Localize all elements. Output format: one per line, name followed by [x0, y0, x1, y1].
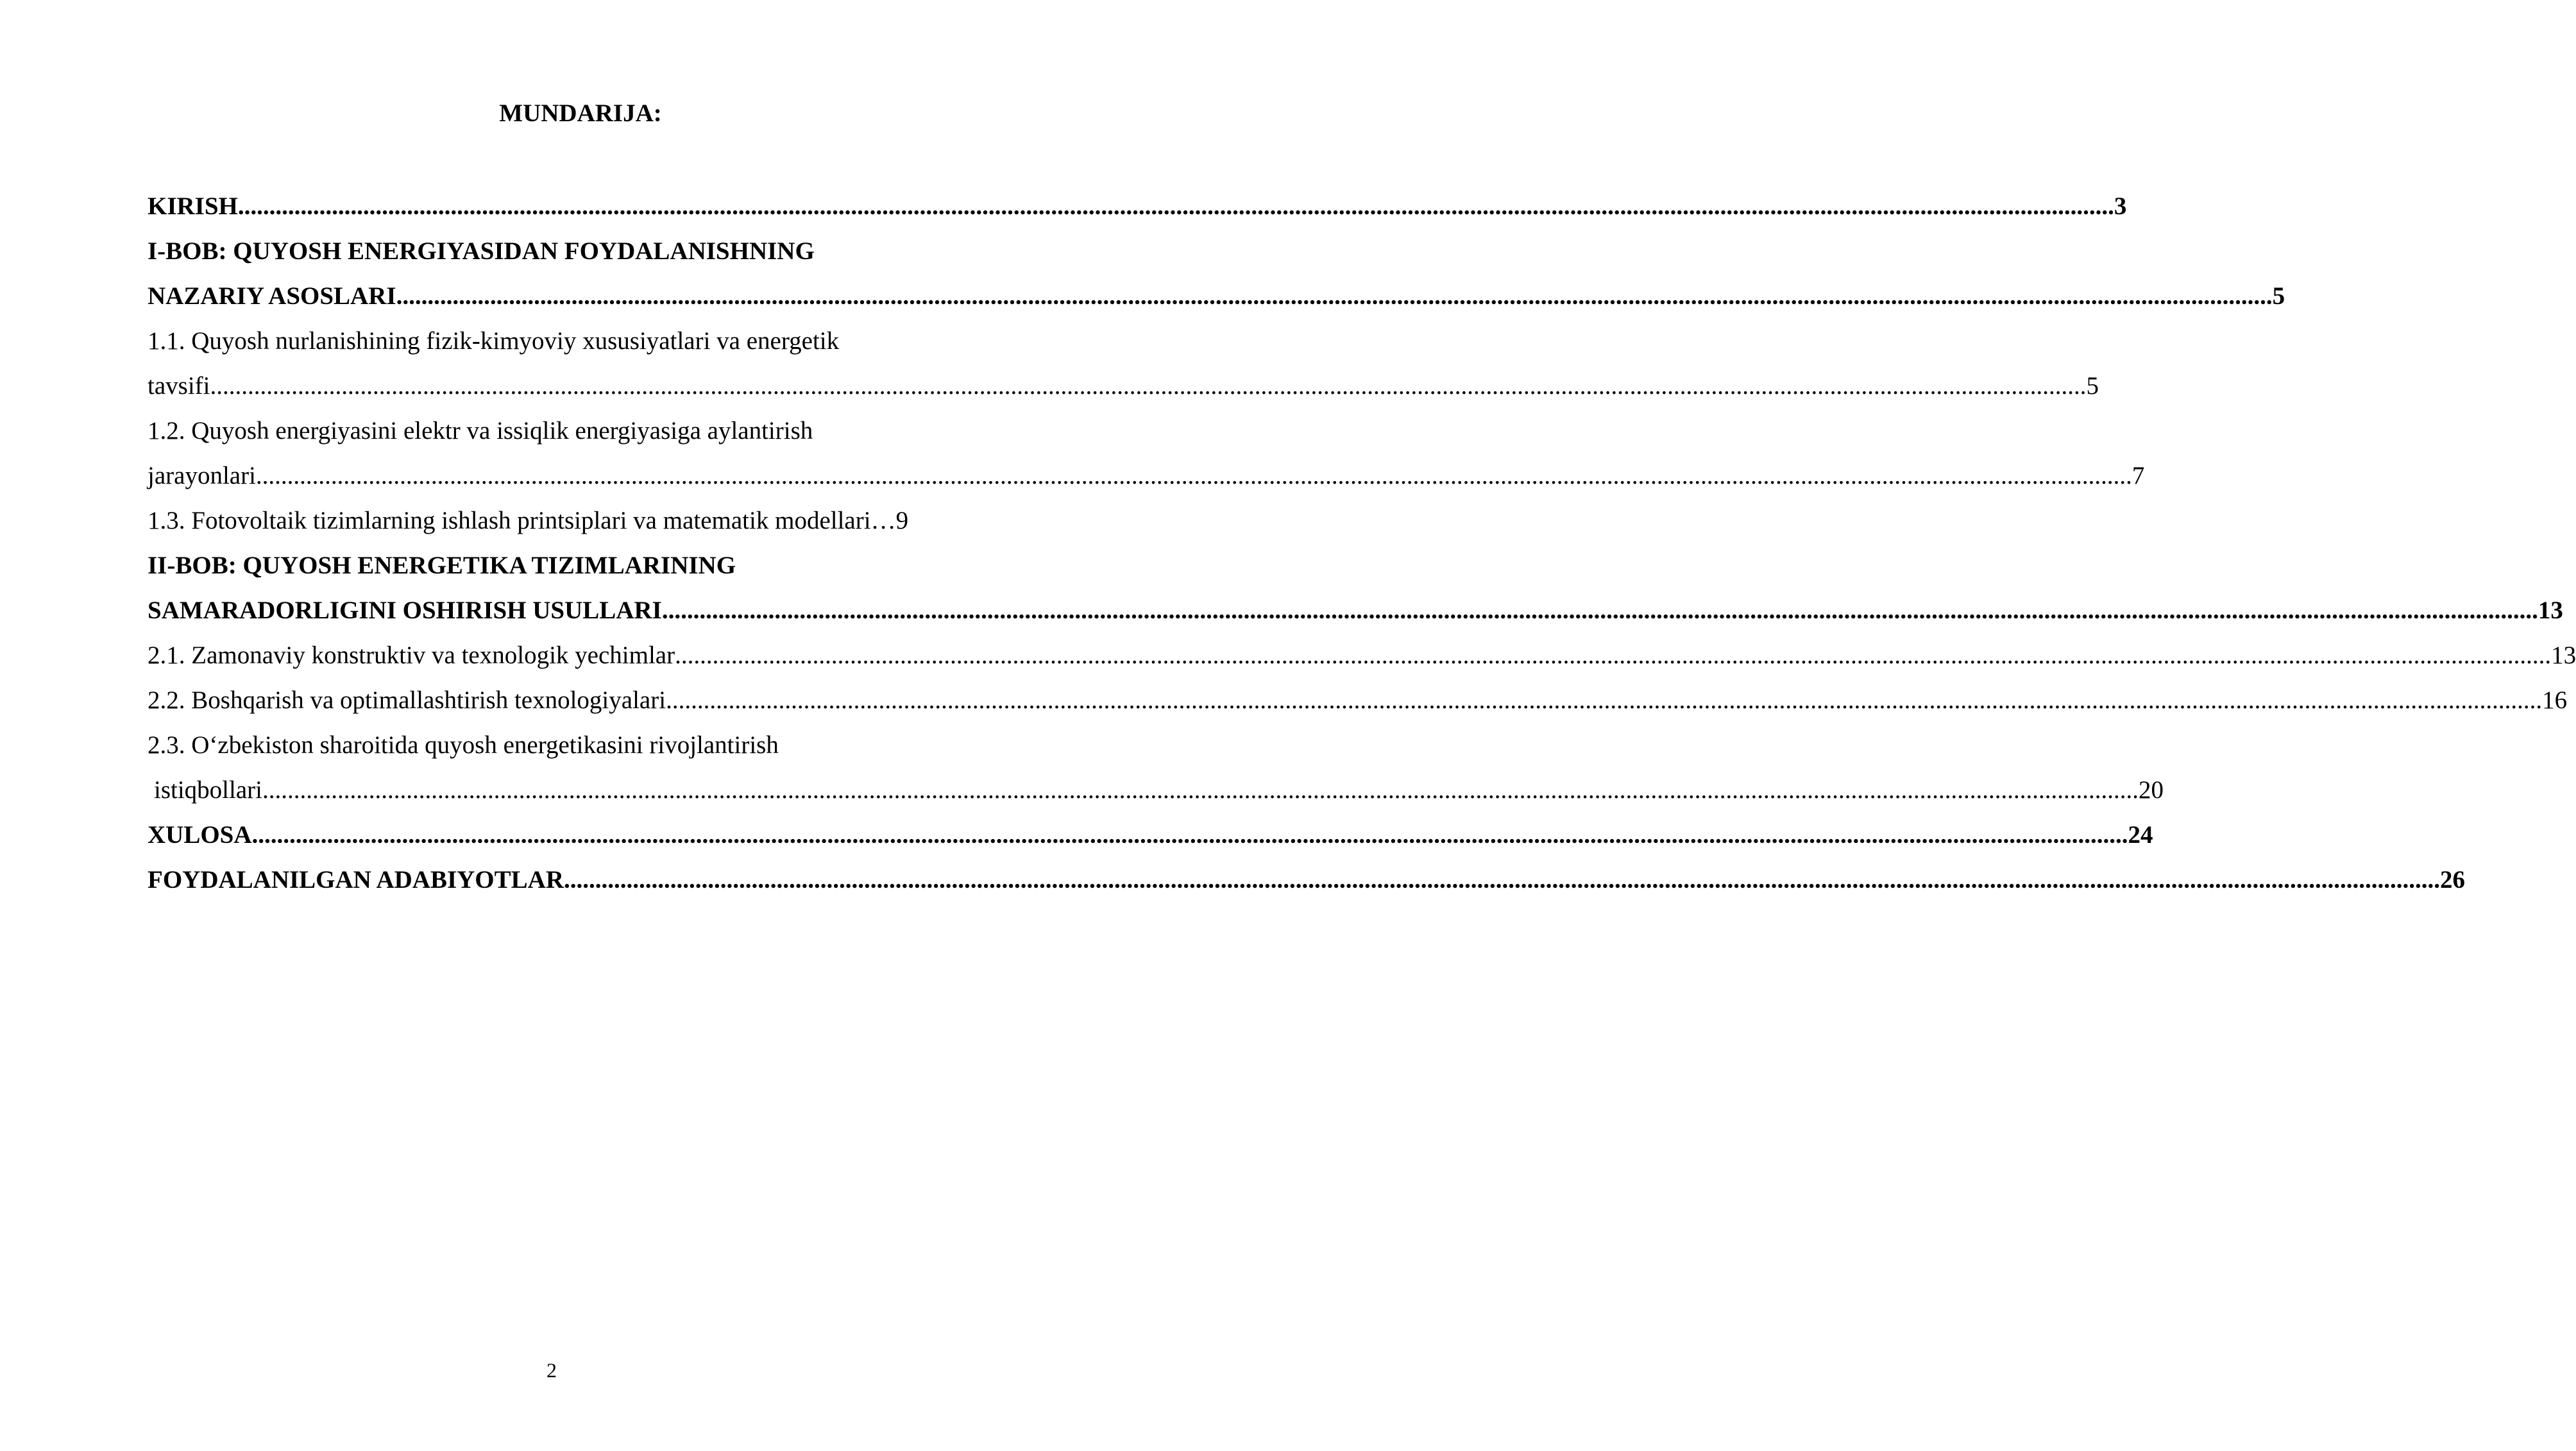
- toc-entry-title: XULOSA: [148, 820, 252, 849]
- toc-entry: [148, 273, 2285, 318]
- toc-entry-title: istiqbollari: [154, 776, 262, 804]
- toc-entry-title: 1.3. Fotovoltaik tizimlarning ishlash printsiplari va matematik modellari: [148, 506, 871, 534]
- dot-leader: ............................................................................................................................................................................................................................................................................................................: [563, 865, 2440, 894]
- page-title: MUNDARIJA:: [499, 99, 662, 127]
- toc-entry-title: 2.2. Boshqarish va optimallashtirish texnologiyalari: [148, 686, 666, 714]
- toc-entry-title: tavsifi: [148, 371, 210, 400]
- toc-entry-title: 2.1. Zamonaviy konstruktiv va texnologik yechimlar: [148, 641, 675, 669]
- page-number: 2: [547, 1359, 557, 1382]
- dot-leader: ............................................................................................................................................................................................................................................................................................................: [255, 461, 2132, 489]
- toc-entry: [148, 453, 2145, 498]
- toc-entry: [148, 632, 2576, 677]
- toc-entry: [148, 722, 949, 767]
- toc-entry-page: 5: [2086, 371, 2099, 400]
- toc-entry-page: 9: [895, 506, 909, 534]
- dot-leader: ............................................................................................................................................................................................................................................................................................................: [396, 282, 2273, 310]
- toc-entry-title: 1.2. Quyosh energiyasini elektr va issiqlik energiyasiga aylantirish: [148, 416, 813, 445]
- toc-entry-title: SAMARADORLIGINI OSHIRISH USULLARI: [148, 596, 662, 624]
- toc-entry-page: 7: [2131, 461, 2145, 489]
- toc-entry: [148, 318, 949, 363]
- dot-leader: ............................................................................................................................................................................................................................................................................................................: [666, 686, 2543, 714]
- toc-entry: [148, 812, 2153, 857]
- toc-entry-title: KIRISH: [148, 192, 238, 220]
- dot-leader: ............................................................................................................................................................................................................................................................................................................: [661, 596, 2538, 624]
- dot-leader: ............................................................................................................................................................................................................................................................................................................: [210, 371, 2087, 400]
- table-of-contents: [148, 183, 2576, 902]
- toc-entry-page: 26: [2439, 865, 2465, 894]
- toc-entry: [148, 363, 2099, 408]
- dot-leader: ............................................................................................................................................................................................................................................................................................................: [237, 192, 2114, 220]
- dot-leader: ............................................................................................................................................................................................................................................................................................................: [251, 820, 2128, 849]
- toc-entry: [148, 228, 949, 273]
- toc-entry-title: I-BOB: QUYOSH ENERGIYASIDAN FOYDALANISHNING: [148, 237, 815, 265]
- toc-entry-separator: …: [870, 506, 896, 534]
- toc-entry: [148, 857, 2465, 902]
- toc-entry: [148, 543, 949, 588]
- dot-leader: ............................................................................................................................................................................................................................................................................................................: [262, 776, 2139, 804]
- toc-entry-title: FOYDALANILGAN ADABIYOTLAR: [148, 865, 564, 894]
- toc-entry-title: jarayonlari: [148, 461, 256, 489]
- toc-entry: [148, 498, 949, 543]
- toc-entry-page: 24: [2128, 820, 2153, 849]
- toc-entry-title: II-BOB: QUYOSH ENERGETIKA TIZIMLARINING: [148, 551, 736, 579]
- toc-entry-title: 2.3. O‘zbekiston sharoitida quyosh energetikasini rivojlantirish: [148, 731, 779, 759]
- toc-entry: [148, 588, 2563, 632]
- toc-entry-page: 20: [2139, 776, 2164, 804]
- toc-entry-title: 1.1. Quyosh nurlanishining fizik-kimyoviy xususiyatlari va energetik: [148, 327, 840, 355]
- dot-leader: ............................................................................................................................................................................................................................................................................................................: [675, 641, 2552, 669]
- toc-entry-title: NAZARIY ASOSLARI: [148, 282, 396, 310]
- toc-entry: [148, 767, 2164, 812]
- toc-entry: [148, 408, 949, 453]
- toc-entry: [148, 677, 2568, 722]
- toc-entry-page: 16: [2542, 686, 2568, 714]
- toc-entry-page: 5: [2272, 282, 2285, 310]
- toc-entry-page: 3: [2114, 192, 2127, 220]
- toc-entry-page: 13: [2538, 596, 2563, 624]
- toc-entry-page: 13: [2551, 641, 2576, 669]
- toc-entry: [148, 183, 2127, 228]
